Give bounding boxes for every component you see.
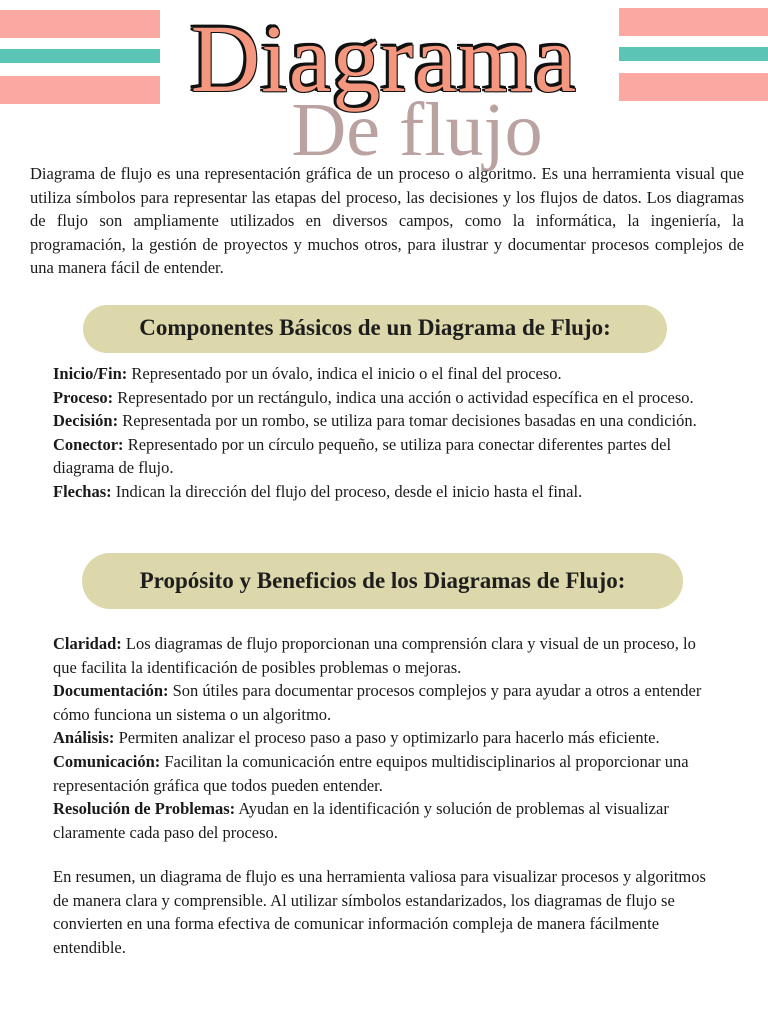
section-heading-components — [83, 305, 667, 353]
benefit-item-text: Son útiles para documentar procesos complejos y para ayudar a otros a entender cómo funciona un sistema o un algoritmo. — [53, 681, 702, 724]
component-item-text: Representada por un rombo, se utiliza para tomar decisiones basadas en una condición. — [118, 411, 697, 431]
benefit-item-text: Los diagramas de flujo proporcionan una comprensión clara y visual de un proceso, lo que facilita la identificación de posibles problemas o mejoras. — [53, 634, 696, 677]
benefit-item — [53, 726, 718, 750]
benefits-list — [53, 632, 718, 844]
page-title: Diagrama — [190, 5, 578, 112]
page-subtitle: De flujo — [291, 88, 543, 172]
benefit-item-term: Resolución de Problemas: — [53, 799, 236, 819]
benefit-item-term: Documentación: — [53, 681, 169, 701]
component-item — [53, 386, 718, 410]
closing-paragraph: En resumen, un diagrama de flujo es una herramienta valiosa para visualizar procesos y algoritmos de manera clara y comprensible. Al utilizar símbolos estandarizados, los diagramas de flujo se convierten en una forma efectiva de comunicar información compleja de manera fácilmente entendible. — [53, 867, 706, 957]
section-heading-benefits-label: Propósito y Beneficios de los Diagramas de Flujo: — [139, 568, 626, 593]
component-item-term: Flechas: — [53, 481, 112, 501]
benefit-item-text: Facilitan la comunicación entre equipos multidisciplinarios al proporcionar una representación gráfica que todos pueden entender. — [53, 751, 689, 795]
section-heading-components-label: Componentes Básicos de un Diagrama de Flujo: — [139, 315, 611, 340]
benefit-item-term: Análisis: — [53, 728, 115, 748]
benefit-item — [53, 750, 718, 797]
component-item-text: Indican la dirección del flujo del proceso, desde el inicio hasta el final. — [111, 481, 583, 501]
component-item-term: Proceso: — [53, 387, 114, 407]
component-item — [53, 480, 718, 504]
component-item — [53, 409, 718, 433]
component-item — [53, 362, 718, 386]
benefit-item-text: Permiten analizar el proceso paso a paso y optimizarlo para hacerlo más eficiente. — [114, 728, 660, 748]
component-item-term: Conector: — [53, 434, 124, 454]
component-item-term: Inicio/Fin: — [53, 364, 128, 383]
components-list — [53, 362, 718, 504]
section-heading-benefits — [82, 553, 683, 609]
benefit-item-term: Claridad: — [53, 634, 122, 653]
component-item-text: Representado por un óvalo, indica el inicio o el final del proceso. — [127, 364, 562, 383]
benefit-item — [53, 797, 718, 844]
benefit-item — [53, 679, 718, 726]
component-item-text: Representado por un círculo pequeño, se utiliza para conectar diferentes partes del diagrama de flujo. — [53, 434, 672, 478]
benefit-item-term: Comunicación: — [53, 751, 161, 771]
benefit-item-text: Ayudan en la identificación y solución de problemas al visualizar claramente cada paso del proceso. — [53, 799, 669, 842]
intro-paragraph: Diagrama de flujo es una representación gráfica de un proceso o algoritmo. Es una herramienta visual que utiliza símbolos para representar las etapas del proceso, las decisiones y los flujos de datos. Los diagramas de flujo son ampliamente utilizados en diversos campos, como la informática, la ingeniería, la programación, la gestión de proyectos y muchos otros, para ilustrar y documentar procesos complejos de una manera fácil de entender. — [30, 164, 744, 278]
component-item-term: Decisión: — [53, 411, 119, 431]
component-item-text: Representado por un rectángulo, indica una acción o actividad específica en el proceso. — [113, 387, 694, 407]
component-item — [53, 433, 718, 480]
benefit-item — [53, 632, 718, 679]
